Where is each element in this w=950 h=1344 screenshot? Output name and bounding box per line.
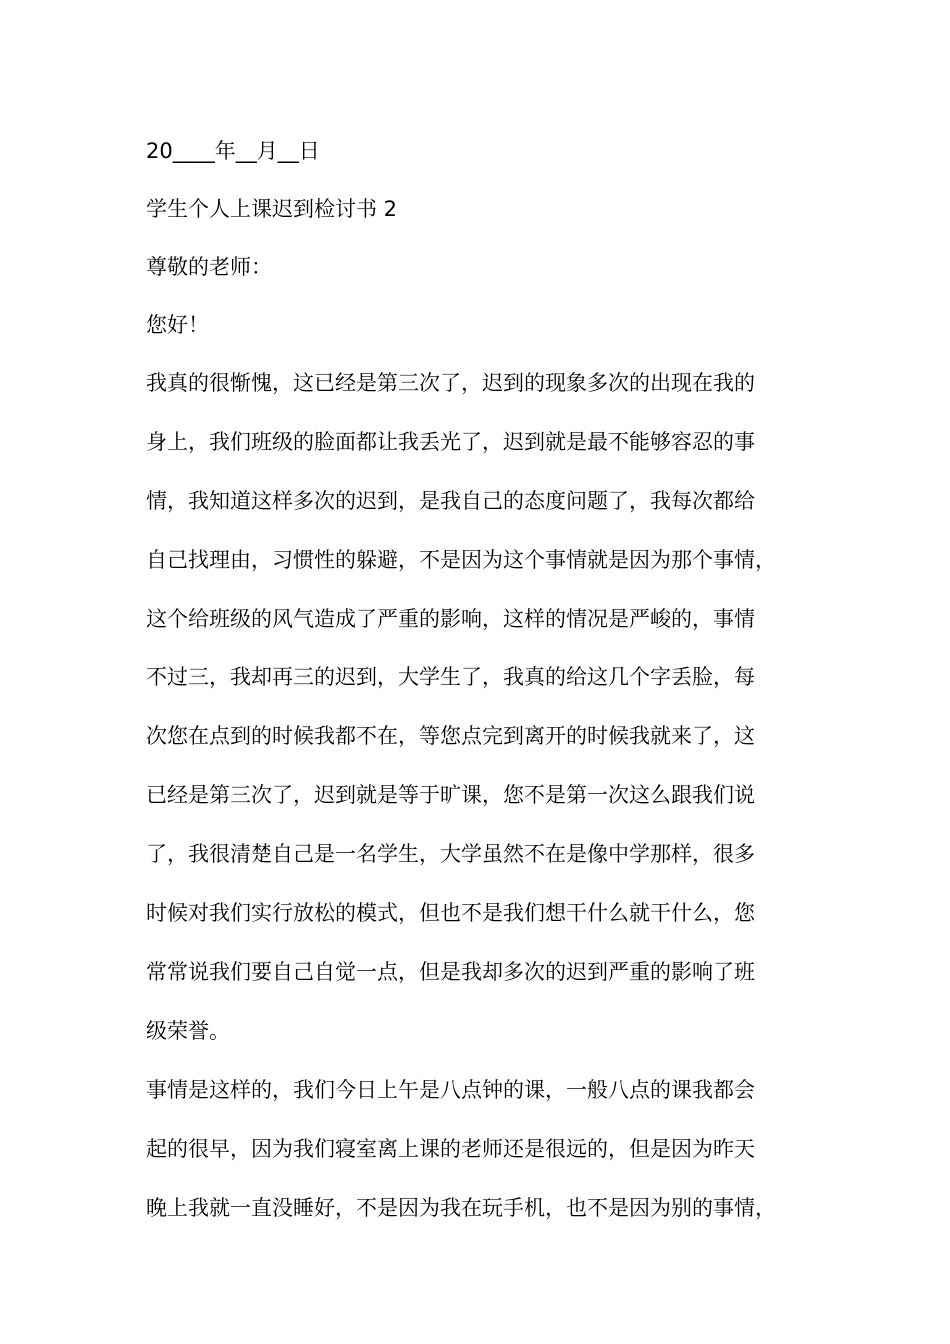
paragraph-line: 不过三，我却再三的迟到，大学生了，我真的给这几个字丢脸，每 <box>146 665 755 689</box>
paragraph-line: 级荣誉。 <box>146 1019 230 1043</box>
paragraph-line: 自己找理由，习惯性的躲避，不是因为这个事情就是因为那个事情， <box>146 548 776 572</box>
salutation: 尊敬的老师： <box>146 255 272 279</box>
paragraph-line: 次您在点到的时候我都不在，等您点完到离开的时候我就来了，这 <box>146 724 755 748</box>
paragraph-line: 情，我知道这样多次的迟到，是我自己的态度问题了，我每次都给 <box>146 489 755 513</box>
paragraph-line: 我真的很惭愧，这已经是第三次了，迟到的现象多次的出现在我的 <box>146 371 755 395</box>
greeting: 您好！ <box>146 313 209 337</box>
paragraph-line: 常常说我们要自己自觉一点，但是我却多次的迟到严重的影响了班 <box>146 960 755 984</box>
paragraph-line: 时候对我们实行放松的模式，但也不是我们想干什么就干什么，您 <box>146 901 755 925</box>
paragraph-line: 事情是这样的，我们今日上午是八点钟的课，一般八点的课我都会 <box>146 1078 755 1102</box>
paragraph-line: 已经是第三次了，迟到就是等于旷课，您不是第一次这么跟我们说 <box>146 783 755 807</box>
date-line: 20____年__月__日 <box>146 139 320 163</box>
paragraph-line: 晚上我就一直没睡好，不是因为我在玩手机，也不是因为别的事情， <box>146 1196 776 1220</box>
paragraph-line: 身上，我们班级的脸面都让我丢光了，迟到就是最不能够容忍的事 <box>146 430 755 454</box>
paragraph-line: 起的很早，因为我们寝室离上课的老师还是很远的，但是因为昨天 <box>146 1137 755 1161</box>
paragraph-line: 这个给班级的风气造成了严重的影响，这样的情况是严峻的，事情 <box>146 607 755 631</box>
document-title: 学生个人上课迟到检讨书 2 <box>146 197 398 221</box>
paragraph-line: 了，我很清楚自己是一名学生，大学虽然不在是像中学那样，很多 <box>146 842 755 866</box>
